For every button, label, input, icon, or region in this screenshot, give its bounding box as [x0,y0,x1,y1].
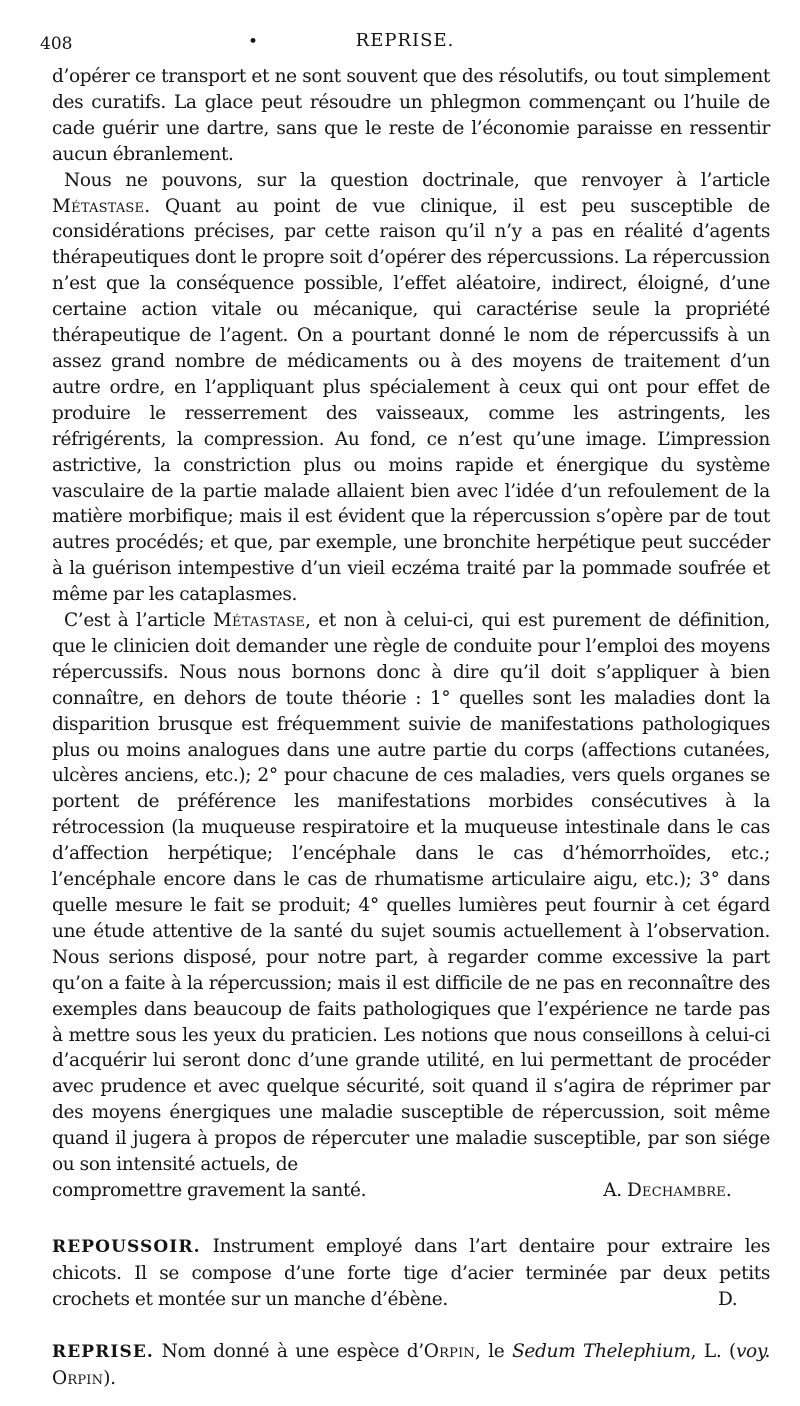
cross-reference-metastase-2: Métastase [212,610,306,632]
page-header [40,30,770,60]
paragraph-3-text-a: C’est à l’article [64,610,206,632]
paragraph-1: d’opérer ce transport et ne sont souvent que des résolutifs, ou tout simplement des curatifs. La glace peut résoudre un phlegmon commençant ou l’huile de cade guérir une dartre, sans que le reste de l’économie paraisse en ressentir aucun ébranlement. [52,66,770,165]
author-signature [603,1178,770,1204]
closing-text: compromettre gravement la santé. [52,1179,367,1201]
body-text [52,64,770,1391]
cross-reference-orpin: Orpin [423,1340,475,1362]
entry-author-initial: D. [717,1288,738,1310]
running-title: REPRISE. [355,30,455,51]
entry-repoussoir [52,1234,770,1313]
paragraph-2-text-b: . Quant au point de vue clinique, il est peu susceptible de considérations précises, par cette raison qu’il n’y a pas en réalité d’agents thérapeutiques dont le propre soit d’opérer des répercussions. La répercussion n’est que la conséquence possible, l’effet aléatoire, indirect, éloigné, d’une certaine action vitale ou mécanique, qui caractérise seule la propriété thérapeutique de l’agent. On a pourtant donné le nom de répercussifs à un assez grand nombre de médicaments ou à des moyens de traitement d’un autre ordre, en l’appliquant plus spécialement à ceux qui ont pour effet de produire le resserrement des vaisseaux, comme les astringents, les réfrigérents, la compression. Au fond, ce n’est qu’une image. L’impression astrictive, la constriction plus ou moins rapide et énergique du système vasculaire de la partie malade allaient bien avec l’idée d’un refoulement de la matière morbifique; mais il est évident que la répercussion s’opère par de tout autres procédés; et que, par exemple, une bronchite herpétique peut succéder à la guérison intempestive d’un vieil eczéma traité par la pommade soufrée et même par les cataplasmes. [52,195,770,606]
entry-reprise-text-b: , le [475,1340,505,1362]
entry-reprise-closing: ). [103,1367,116,1389]
entry-definition-repoussoir: Instrument employé dans l’art dentaire pour extraire les chicots. Il se compose d’une forte tige d’acier terminée par deux petits crochets et montée sur un manche d’ébène. [52,1235,771,1310]
voy-label: voy. [735,1340,771,1362]
page-number: 408 [40,34,73,54]
cross-reference-orpin-2: Orpin [52,1367,104,1389]
species-name: Sedum Thelephium [512,1340,691,1362]
paragraph-3-text-b: , et non à celui-ci, qui est purement de définition, que le clinicien doit demander une règle de conduite pour l’emploi des moyens répercussifs. Nous nous bornons donc à dire qu’il doit s’appliquer à bien connaître, en dehors de toute théorie : 1° quelles sont les maladies dont la disparition brusque est fréquemment suivie de manifestations pathologiques plus ou moins analogues dans une autre partie du corps (affections cutanées, ulcères anciens, etc.); 2° pour chacune de ces maladies, vers quels organes se portent de préférence les manifestations morbides consécutives à la rétrocession (la muqueuse respiratoire et la muqueuse intestinale dans le cas d’affection herpétique; l’encéphale dans le cas d’hémorrhoïdes, etc.; l’encéphale encore dans le cas de rhumatisme articulaire aigu, etc.); 3° dans quelle mesure le fait se produit; 4° quelles lumières peut fournir à cet égard une étude attentive de la santé du sujet soumis actuellement à l’observation. Nous serions disposé, pour notre part, à regarder comme excessive la part qu’on a faite à la répercussion; mais il est difficile de ne pas en reconnaître des exemples dans beaucoup de faits pathologiques que l’expérience ne tarde pas à mettre sous les yeux du praticien. Les notions que nous conseillons à celui-ci d’acquérir lui seront donc d’une grande utilité, en lui permettant de procéder avec prudence et avec quelque sécurité, soit quand il s’agira de réprimer par des moyens énergiques une maladie susceptible de répercussion, soit même quand il jugera à propos de répercuter une maladie susceptible, par son siége ou son intensité actuels, de [52,610,771,1176]
entry-reprise-text-c: , L. ( [690,1340,736,1362]
cross-reference-metastase: Métastase [52,195,145,217]
entry-reprise-text-a: Nom donné à une espèce d’ [161,1340,424,1362]
entry-reprise [52,1339,770,1392]
header-dot: • [248,32,259,52]
signature-initial: A. [603,1179,622,1201]
paragraph-2-text-a: Nous ne pouvons, sur la question doctrinale, que renvoyer à l’article [64,169,770,191]
entry-term-reprise: REPRISE. [52,1341,154,1362]
signature-name: Dechambre. [626,1179,732,1201]
entry-term-repoussoir: REPOUSSOIR. [52,1236,201,1257]
article-closing-line [52,1178,770,1204]
paragraph-3 [52,608,770,1178]
paragraph-2 [52,168,770,608]
